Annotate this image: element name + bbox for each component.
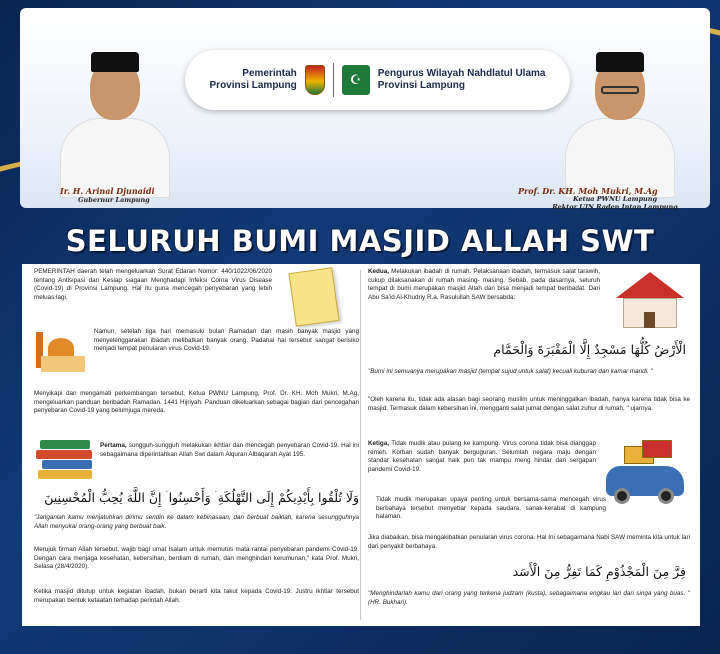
article-body <box>22 264 700 626</box>
person-photo-right <box>565 48 675 198</box>
left-paragraph-2: Namun, setelah tiga hari memasuki bulan Ramadan dan masih banyak masjid yang menyelenggarakan ibadah melibatkan banyak orang. Padahal hal tersebut sangat berisiko menjadi tempat penularan virus Covid-19. <box>94 328 359 352</box>
right-paragraph-2: "Oleh karena itu, tidak ada alasan bagi seorang muslim untuk meninggalkan ibadah, hanya karena tidak bisa ke masjid. Termasuk dalam kebersihan ini, mengganti salat jumat dengan salat zuhur di rumah, " ujarnya. <box>368 396 690 412</box>
left-paragraph-4 <box>100 442 359 459</box>
person-role-right: Ketua PWNU Lampung Rektor UIN Raden Intan Lampung <box>552 195 678 211</box>
hadith-2-translation: "Menghindarlah kamu dari orang yang terkena judzam (kusta), sebagaimana engkau lari dari singa yang buas. " (HR. Bukhari). <box>368 590 690 606</box>
left-paragraph-6: Ketika masjid ditutup untuk kegiatan ibadah, bukan berarti kita takut kepada Covid-19. Justru ikhtiar tersebut merupakan bentuk ketaatan terhadap perintah Allah. <box>34 588 359 604</box>
person-name-left: Ir. H. Arinal Djunaidi <box>60 186 155 196</box>
quran-verse: وَلَا تُلْقُوا بِأَيْدِيكُمْ إِلَى التَّهْلُكَةِ ۛ وَأَحْسِنُوا ۛ إِنَّ اللَّهَ يُحِبُّ الْمُحْسِنِينَ <box>44 490 359 505</box>
person-name-right: Prof. Dr. KH. Moh Mukri, M.Ag <box>518 186 658 196</box>
column-divider <box>360 270 361 620</box>
house-icon <box>614 272 686 332</box>
org-divider <box>333 63 334 97</box>
right-paragraph-3 <box>368 440 596 474</box>
hadith-2: فِرَّ مِنَ الْمَجْذُوْمِ كَمَا تَفِرُّ مِنَ الْأَسَد <box>512 564 686 579</box>
right-paragraph-1 <box>368 268 600 302</box>
person-photo-left <box>60 48 170 198</box>
left-paragraph-5: Merujuk firman Allah tersebut, wajib bagi umat Isalam untuk memutus mata rantai penyebaran pandemi Covid-19. Dengan cara menjaga kesehatan, kebersihan, berdiam di rumah, dan menghindari kerumunan," kata Prof. Mukri, Selasa (28/4/2020). <box>34 546 359 570</box>
first-point-text: sungguh-sungguh melakukan ikhtiar dan mencegah penyebaran Covid-19. Hal ini sebagaimana diperintahkan Allah Swt dalam Alquran Albaqarah Ayat 195. <box>100 442 359 458</box>
glasses-icon <box>601 86 639 94</box>
car-with-luggage-icon <box>604 440 690 514</box>
quran-translation: "Janganlah kamu menjatuhkan dirimu sendiri ke dalam kebinasaan, dan berbuat baiklah, karena sesungguhnya Allah menyukai orang-orang yang berbuat baik. <box>34 514 359 530</box>
left-paragraph-1: PEMERINTAH daerah telah mengeluarkan Surat Edaran Nomor: 440/1022/06/2020 tentang Antisipasi dan Kesiap siagaan Menghadapi Infeksi Corna Virus Disease (Covid-19) di Provinsi Lampung. Hal itu guna mencegah penyebaran yang lebih meluas lagi. <box>34 268 272 301</box>
header-banner <box>20 8 710 211</box>
headline: SELURUH BUMI MASJID ALLAH SWT <box>65 224 655 258</box>
left-org-label: Pemerintah Provinsi Lampung <box>209 67 297 91</box>
lampung-logo-icon <box>305 65 325 95</box>
books-icon <box>36 436 96 486</box>
right-paragraph-5: Jika diabaikan, bisa mengakibatkan penularan virus corona. Hal Ini sebagaimana Nabi SAW meminta kita untuk lari dari penyakit berbahaya. <box>368 534 690 550</box>
organization-pill <box>185 50 570 110</box>
left-paragraph-3: Menyikapi dan mengamati perkembangan tersebut, Ketua PWNU Lampung, Prof. Dr. KH. Moh Mukri, M.Ag, mengeluarkan panduan beribadah Ramadan. 1441 Hijriyah. Panduan dikeluarkan sebagai bagian dari pencegahan penyebaran Covid-19 yang belumjuga mereda. <box>34 390 359 414</box>
first-point-label: Pertama, <box>100 442 127 449</box>
second-point-text: Melakukan ibadah di rumah. Pelaksanaan ibadah, termasuk salat tarawih, cukup dilaksanakan di rumah masing- masing. Sebab, pada dasarnya, seluruh tempat di bumi merupakan masjid Allah dan bisa menjadi tempat beribadat. Dari Abu Sa'id Al-Khudriy R.a, Rasulullah SAW bersabda: <box>368 268 600 301</box>
hadith-1-translation: "Bumi ini semuanya merupakan masjid (tempat sujud untuk salat) kecuali kuburan dan kamar mandi. " <box>368 368 653 375</box>
nu-logo-icon: ☪ <box>342 65 370 95</box>
third-point-text: Tidak mudik atau pulang ke kampung. Virus corona tidak bisa dianggap remeh. Korban sudah banyak berguguran. Seiumlah negara maju dengan standar kesehatan sangat haik pun tak mampu meng hindar dari sergapan pandemi Covid-19. <box>368 440 596 473</box>
third-point-label: Ketiga, <box>368 440 389 447</box>
mosque-icon <box>36 326 86 372</box>
note-paper-icon <box>288 267 339 327</box>
hadith-1: الْأَرْضُ كُلُّهَا مَسْجِدٌ إِلَّا الْمَقْبَرَةَ وَالْحَمَّام <box>493 342 686 357</box>
second-point-label: Kedua, <box>368 268 389 275</box>
right-paragraph-4: Tidak mudik merupakan upaya penting untuk bersama-sama mencegah virus berbahaya tersebut menyebar kepada saudara, sanak-kerabat di kampung halaman. <box>376 496 606 520</box>
right-org-label: Pengurus Wilayah Nahdlatul Ulama Provinsi Lampung <box>377 67 546 91</box>
person-role-left: Gubernur Lampung <box>78 196 150 204</box>
headline-bar <box>22 214 698 268</box>
